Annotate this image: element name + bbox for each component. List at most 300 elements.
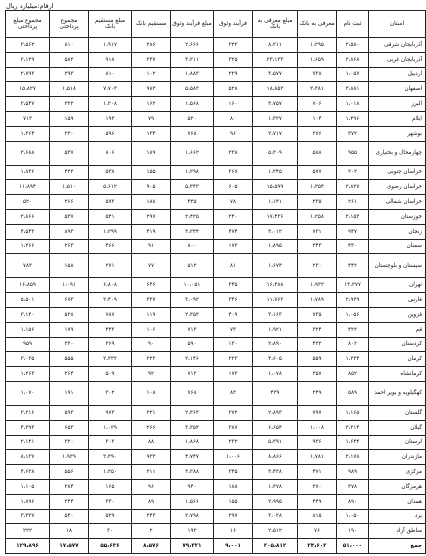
value-cell: ۴۰۹ (214, 307, 253, 322)
value-cell: ۲،۷۹۳ (6, 67, 50, 82)
value-cell: ۱۵،۸۲۷ (6, 82, 50, 97)
value-cell: ۱،۷۸۹ (298, 293, 337, 308)
value-cell: ۳،۵۷۷ (253, 67, 298, 82)
value-cell: ۹۶ (132, 479, 171, 494)
value-cell: ۷۷ (132, 254, 171, 278)
value-cell: ۲،۳۸۱ (298, 82, 337, 97)
value-cell: ۱۰۸ (132, 381, 171, 405)
value-cell: ۱۱،۷۶۲ (253, 293, 298, 308)
value-cell: ۲۴۴ (50, 494, 89, 509)
province-cell: همدان (369, 494, 426, 509)
value-cell: ۱۷۲ (214, 239, 253, 254)
value-cell: ۱۵۹ (50, 111, 89, 126)
value-cell: ۲۶۳ (50, 239, 89, 254)
value-cell: ۱،۳۷۸ (253, 479, 298, 494)
province-cell: خوزستان (369, 209, 426, 224)
value-cell: ۸۸ (132, 435, 171, 450)
value-cell: ۱۵،۵۹۹ (253, 180, 298, 195)
value-cell: ۸۰۰ (171, 239, 214, 254)
value-cell: ۵۹۰ (171, 337, 214, 352)
value-cell: ۳،۳۲۷ (6, 509, 50, 524)
value-cell: ۳۲۲ (50, 97, 89, 112)
value-cell: ۲۹۳ (50, 67, 89, 82)
value-cell: ۳۲۲ (214, 38, 253, 53)
province-cell: البرز (369, 97, 426, 112)
value-cell: ۲۶۷ (214, 165, 253, 180)
province-cell: آذربایجان غربی (369, 52, 426, 67)
province-cell: ایلام (369, 111, 426, 126)
value-cell: ۲،۱۵۳ (337, 209, 369, 224)
value-cell: ۱،۸۹۶ (6, 494, 50, 509)
value-cell: ۱۵۵ (214, 494, 253, 509)
value-cell: ۷۸ (214, 195, 253, 210)
value-cell: ۶،۸۰۸ (89, 278, 132, 293)
value-cell: ۱،۳۵۴ (298, 180, 337, 195)
value-cell: ۱،۰۰۶ (214, 450, 253, 465)
value-cell: ۲۶۱ (337, 195, 369, 210)
total-row (6, 539, 426, 554)
value-cell: ۲،۵۸۰ (337, 38, 369, 53)
province-cell: سمنان (369, 239, 426, 254)
province-cell: خراسان شمالی (369, 195, 426, 210)
value-cell: ۸۰۶ (89, 141, 132, 165)
value-cell: ۳۰۲ (89, 381, 132, 405)
province-cell: لرستان (369, 435, 426, 450)
province-cell: خراسان رضوی (369, 180, 426, 195)
province-cell: کردستان (369, 337, 426, 352)
value-cell: ۳،۴۳۸ (253, 465, 298, 480)
province-cell: سیستان و بلوچستان (369, 254, 426, 278)
header-referred-amount: مبلغ معرفی به بانک (253, 11, 298, 38)
value-cell: ۹۵۹ (6, 337, 50, 352)
value-cell: ۷۰۶ (298, 97, 337, 112)
value-cell: ۲۷۰ (298, 479, 337, 494)
value-cell: ۱،۰۱۸ (337, 97, 369, 112)
value-cell: ۱۷،۵۷۷ (50, 539, 89, 554)
value-cell: ۱،۰۵۰ (337, 509, 369, 524)
value-cell: ۴۷۱ (298, 465, 337, 480)
value-cell: ۵۵۶ (50, 465, 89, 480)
table-row (6, 165, 426, 180)
value-cell: ۴،۳۹۳ (6, 420, 50, 435)
province-cell: فارس (369, 293, 426, 308)
province-loans-table (5, 10, 426, 554)
value-cell: ۳،۲۱۶ (6, 405, 50, 420)
value-cell: ۵۹۶ (89, 126, 132, 141)
value-cell: ۷۱۳ (6, 111, 50, 126)
province-cell: اردبیل (369, 67, 426, 82)
value-cell: ۲۲۲ (6, 524, 50, 539)
value-cell: ۵۲۸ (214, 82, 253, 97)
value-cell: ۲۱۱ (132, 465, 171, 480)
value-cell: ۴۷۴ (214, 224, 253, 239)
unit-label: ارقام:میلیارد ریال (6, 2, 54, 10)
table-row (6, 479, 426, 494)
value-cell: ۴۳۰ (337, 239, 369, 254)
table-row (6, 420, 426, 435)
value-cell: ۱،۹۱۷ (89, 38, 132, 53)
header-trust-process: فرآیند وثوق (214, 11, 253, 38)
value-cell: ۵۲۰ (171, 111, 214, 126)
table-row (6, 465, 426, 480)
value-cell: ۲،۴۲۵ (171, 209, 214, 224)
value-cell: ۲،۱۴۱ (6, 435, 50, 450)
value-cell: ۱،۵۱۸ (50, 82, 89, 97)
header-total-paid: مجموع پرداختی (50, 11, 89, 38)
value-cell: ۳۸۷ (214, 420, 253, 435)
table-row (6, 195, 426, 210)
value-cell: ۷۳ (214, 322, 253, 337)
value-cell: ۲۰۲ (337, 165, 369, 180)
value-cell: ۳،۰۳۵ (6, 352, 50, 367)
value-cell: ۹۶ (214, 126, 253, 141)
value-cell: ۱۳۴ (132, 126, 171, 141)
province-cell: هرمزگان (369, 479, 426, 494)
header-province: استان (369, 11, 426, 38)
province-cell: کرمان (369, 352, 426, 367)
value-cell: ۱،۲۹۹ (89, 224, 132, 239)
value-cell: ۱۸۸ (214, 479, 253, 494)
value-cell: ۲۷۱ (89, 254, 132, 278)
value-cell: ۵۱۲ (171, 254, 214, 278)
value-cell: ۳،۱۴۰ (6, 307, 50, 322)
value-cell: ۷۱۲ (171, 367, 214, 382)
table-row (6, 352, 426, 367)
province-cell: مازندران (369, 450, 426, 465)
value-cell: ۱،۰۵۷ (337, 67, 369, 82)
value-cell: ۲۲۲ (132, 352, 171, 367)
value-cell: ۲۸۴ (50, 479, 89, 494)
value-cell: ۵۷۷ (298, 165, 337, 180)
value-cell: ۵۲۸ (50, 307, 89, 322)
value-cell: ۷۸۷ (89, 307, 132, 322)
value-cell: ۹۳۶ (298, 435, 337, 450)
value-cell: ۳۳۸ (214, 141, 253, 165)
value-cell: ۲۶۶ (50, 195, 89, 210)
value-cell: ۲۲۹ (214, 67, 253, 82)
value-cell: ۱۱،۸۹۴ (6, 180, 50, 195)
value-cell: ۳،۰۹۲ (171, 293, 214, 308)
value-cell: ۸۱ (214, 254, 253, 278)
value-cell: ۹۸۹ (337, 465, 369, 480)
value-cell: ۲۷۶ (298, 126, 337, 141)
value-cell: ۳،۶۸۸ (6, 141, 50, 165)
value-cell: ۵۹۳ (50, 405, 89, 420)
table-row (6, 367, 426, 382)
value-cell: ۵۰۹ (89, 367, 132, 382)
value-cell: ۳،۳۸۸ (171, 465, 214, 480)
table-row (6, 405, 426, 420)
value-cell: ۱،۲۴۵ (253, 165, 298, 180)
table-body (6, 38, 426, 554)
header-direct-bank: مستقیم بانک (132, 11, 171, 38)
value-cell: ۳،۰۲۸ (253, 509, 298, 524)
value-cell: ۱،۸۳۶ (6, 165, 50, 180)
value-cell: ۴،۶۰۵ (253, 352, 298, 367)
table-row (6, 67, 426, 82)
value-cell: ۲،۸۹۰ (253, 337, 298, 352)
value-cell: ۷۳۸ (298, 67, 337, 82)
table-row (6, 381, 426, 405)
value-cell: ۱،۹۳۹ (50, 450, 89, 465)
value-cell: ۹۰ (132, 337, 171, 352)
value-cell: ۱،۱۵۶ (6, 322, 50, 337)
value-cell: ۱۸ (50, 524, 89, 539)
value-cell: ۱۹۰ (337, 524, 369, 539)
value-cell: ۵،۵۰۱ (6, 293, 50, 308)
value-cell: ۲۳۰ (298, 254, 337, 278)
province-cell: گلستان (369, 405, 426, 420)
value-cell: ۱،۸۸۳ (171, 67, 214, 82)
header-referred: معرفی به بانک (298, 11, 337, 38)
value-cell: ۲،۳۱۴ (337, 420, 369, 435)
value-cell: ۱،۲۶۶ (6, 239, 50, 254)
value-cell: ۲۶۶ (132, 420, 171, 435)
province-cell: زنجان (369, 224, 426, 239)
value-cell: ۶،۶۵۴ (253, 420, 298, 435)
province-cell: خراسان جنوبی (369, 165, 426, 180)
value-cell: ۲،۴۰۹ (89, 293, 132, 308)
value-cell: ۳،۸۸۱ (337, 82, 369, 97)
value-cell: ۲،۱۷۸ (337, 450, 369, 465)
value-cell: ۵۲۰ (6, 195, 50, 210)
value-cell: ۱۵۸ (50, 254, 89, 278)
table-row (6, 450, 426, 465)
value-cell: ۱،۲۰۸ (89, 97, 132, 112)
value-cell: ۳۴۵ (214, 465, 253, 480)
value-cell: ۲۲۳ (214, 352, 253, 367)
value-cell: ۲،۳۵۳ (171, 307, 214, 322)
value-cell: ۳،۳۹۰ (89, 450, 132, 465)
value-cell: ۲،۹۲۹ (337, 293, 369, 308)
value-cell: ۲،۷۹۸ (171, 509, 214, 524)
value-cell: ۱۸،۸۵۳ (253, 82, 298, 97)
value-cell: ۱،۳۲۷ (253, 111, 298, 126)
value-cell: ۲۳۰ (50, 126, 89, 141)
value-cell: ۴،۶۳۸ (6, 465, 50, 480)
value-cell: ۱،۲۶۳ (6, 367, 50, 382)
value-cell: ۹۳۳ (132, 450, 171, 465)
province-cell: مناطق آزاد (369, 524, 426, 539)
value-cell: ۱۳۰ (214, 337, 253, 352)
value-cell: ۲،۸۶۶ (6, 209, 50, 224)
value-cell: ۱۳،۲۷۷ (337, 278, 369, 293)
value-cell: ۲،۱۴۶ (171, 352, 214, 367)
value-cell: ۸،۵۷۶ (132, 539, 171, 554)
value-cell: ۱،۸۶۸ (171, 435, 214, 450)
value-cell: ۲۸۶ (132, 38, 171, 53)
value-cell: ۱،۵۶۸ (171, 97, 214, 112)
province-cell: گیلان (369, 420, 426, 435)
value-cell: ۵۳۸ (89, 165, 132, 180)
value-cell: ۱،۲۹۸ (171, 165, 214, 180)
province-cell: چهارمحال و بختیاری (369, 141, 426, 165)
value-cell: ۴۴۵ (214, 278, 253, 293)
table-row (6, 524, 426, 539)
value-cell: ۱،۱۰۵ (6, 479, 50, 494)
value-cell: ۲۴،۶۰۲ (298, 539, 337, 554)
value-cell: ۲۲۰ (50, 337, 89, 352)
value-cell: ۵۵۵ (50, 352, 89, 367)
value-cell: ۷۸۳ (6, 254, 50, 278)
table-row (6, 126, 426, 141)
value-cell: ۳،۲۱۱ (171, 52, 214, 67)
value-cell: ۷۶۸ (171, 381, 214, 405)
value-cell: ۱۰۲ (132, 67, 171, 82)
value-cell: ۱،۶۶۲ (171, 141, 214, 165)
value-cell: ۸۱۰ (89, 67, 132, 82)
value-cell: ۵۲۹ (89, 509, 132, 524)
value-cell: ۶۷۳ (50, 293, 89, 308)
value-cell: ۹۷۳ (89, 405, 132, 420)
value-cell: ۴۲۲ (337, 322, 369, 337)
value-cell: ۴۴۹ (298, 494, 337, 509)
province-cell: یزد (369, 509, 426, 524)
value-cell: ۱۹۱ (50, 381, 89, 405)
value-cell: ۸۳ (214, 381, 253, 405)
value-cell: ۳۴۳ (298, 239, 337, 254)
value-cell: ۶۵۳ (50, 420, 89, 435)
value-cell: ۴۴۵ (171, 195, 214, 210)
table-row (6, 509, 426, 524)
value-cell: ۸۱۰ (50, 38, 89, 53)
value-cell: ۱۶۰ (214, 97, 253, 112)
value-cell: ۹۸۳ (132, 82, 171, 97)
value-cell: ۱۵۵ (132, 165, 171, 180)
value-cell: ۳۷۲ (337, 126, 369, 141)
province-cell: آذربایجان شرقی (369, 38, 426, 53)
table-row (6, 224, 426, 239)
value-cell: ۷۹،۳۲۱ (171, 539, 214, 554)
value-cell: ۹۲ (132, 367, 171, 382)
value-cell: ۳۰ (89, 524, 132, 539)
value-cell: ۵۸۹ (337, 381, 369, 405)
value-cell: ۶۰۵ (214, 180, 253, 195)
value-cell: ۵۳۷ (50, 141, 89, 165)
value-cell: ۱۶۵ (89, 479, 132, 494)
value-cell: ۵۱،۰۰۰ (337, 539, 369, 554)
value-cell: ۲،۵۴۷ (6, 97, 50, 112)
value-cell: ۱،۵۱۰ (50, 180, 89, 195)
value-cell: ۱۶ (214, 524, 253, 539)
value-cell: ۱،۹۲۱ (253, 322, 298, 337)
value-cell: ۵،۳۹۱ (253, 435, 298, 450)
value-cell: ۲۳۵ (298, 195, 337, 210)
value-cell: ۵،۶۱۲ (89, 180, 132, 195)
header-trust-amount: مبلغ فرآیند وثوق (171, 11, 214, 38)
value-cell: ۲ (132, 524, 171, 539)
value-cell: ۳۲۰ (50, 435, 89, 450)
value-cell: ۹۵۵ (337, 141, 369, 165)
value-cell: ۲،۹۹۵ (253, 494, 298, 509)
value-cell: ۱۹۲ (171, 524, 214, 539)
table-row (6, 141, 426, 165)
value-cell: ۳۲۵ (214, 52, 253, 67)
table-row (6, 254, 426, 278)
value-cell: ۲،۱۲۹ (6, 52, 50, 67)
value-cell: ۱،۱۴۱ (253, 195, 298, 210)
value-cell: ۱،۲۹۵ (298, 38, 337, 53)
value-cell: ۱۶،۸۵۹ (6, 278, 50, 293)
value-cell: ۸۹ (132, 494, 171, 509)
value-cell: ۵۴۱ (89, 209, 132, 224)
header-row (6, 11, 426, 38)
value-cell: ۴،۷۴۷ (171, 450, 214, 465)
province-cell: اصفهان (369, 82, 426, 97)
table-row (6, 278, 426, 293)
value-cell: ۱۱۹ (132, 307, 171, 322)
value-cell: ۴۲۲ (298, 337, 337, 352)
value-cell: ۲۹۷ (214, 509, 253, 524)
table-row (6, 293, 426, 308)
value-cell: ۳۵۷ (298, 367, 337, 382)
value-cell: ۸۵۲ (337, 367, 369, 382)
value-cell: ۷۹۷ (298, 405, 337, 420)
value-cell: ۳۶۹ (89, 337, 132, 352)
value-cell: ۱۸۸ (132, 195, 171, 210)
value-cell: ۵،۳۰۹ (253, 141, 298, 165)
value-cell: ۱۷،۴۳۶ (253, 209, 298, 224)
value-cell: ۱،۲۵۸ (298, 209, 337, 224)
value-cell: ۴۳۹ (253, 381, 298, 405)
table-row (6, 82, 426, 97)
value-cell: ۳،۰۱۲ (253, 224, 298, 239)
value-cell: ۱۰۶ (132, 322, 171, 337)
table-row (6, 307, 426, 322)
value-cell: ۱۲۹،۸۹۶ (6, 539, 50, 554)
value-cell: ۸۹۳ (50, 224, 89, 239)
value-cell: ۵۸۸ (298, 141, 337, 165)
province-cell: تهران (369, 278, 426, 293)
table-header (6, 11, 426, 38)
value-cell: ۷،۷۰۳ (89, 82, 132, 97)
value-cell: ۲۴۰ (214, 209, 253, 224)
value-cell: ۷۱۳ (171, 322, 214, 337)
value-cell: ۸۰ (214, 111, 253, 126)
table-row (6, 180, 426, 195)
province-cell: کهگیلویه و بویر احمد (369, 381, 426, 405)
value-cell: ۱،۹۳۲ (298, 278, 337, 293)
value-cell: ۵۵،۶۳۶ (89, 539, 132, 554)
value-cell: ۱،۴۹۶ (337, 111, 369, 126)
value-cell: ۹۱ (132, 239, 171, 254)
value-cell: ۳،۳۵۴ (171, 420, 214, 435)
value-cell: ۲،۳۳۲ (89, 352, 132, 367)
value-cell: ۹،۰۰۱ (214, 539, 253, 554)
header-total-paid-amount: مجموع مبلغ پرداختی (6, 11, 50, 38)
value-cell: ۸،۸۶۶ (253, 450, 298, 465)
value-cell: ۱۸۹ (132, 141, 171, 165)
value-cell: ۳،۲۴۴ (171, 224, 214, 239)
value-cell: ۱۰،۰۵۱ (171, 278, 214, 293)
value-cell: ۱،۲۳۴ (337, 352, 369, 367)
value-cell: ۹۰۵ (132, 180, 171, 195)
value-cell: ۹۴۷ (337, 224, 369, 239)
province-cell: مرکزی (369, 465, 426, 480)
value-cell: ۹۴۰ (171, 479, 214, 494)
value-cell: ۸،۱۳۷ (6, 450, 50, 465)
value-cell: ۳۲۷ (132, 293, 171, 308)
value-cell: ۲،۷۱۷ (253, 126, 298, 141)
value-cell: ۷۹ (132, 111, 171, 126)
value-cell: ۳۷۲ (214, 405, 253, 420)
value-cell: ۵۷۳ (89, 195, 132, 210)
table-row (6, 97, 426, 112)
value-cell: ۱،۲۵۰ (89, 465, 132, 480)
value-cell: ۱،۰۰۸ (298, 420, 337, 435)
province-cell: قم (369, 322, 426, 337)
value-cell: ۵،۳۴۳ (171, 180, 214, 195)
